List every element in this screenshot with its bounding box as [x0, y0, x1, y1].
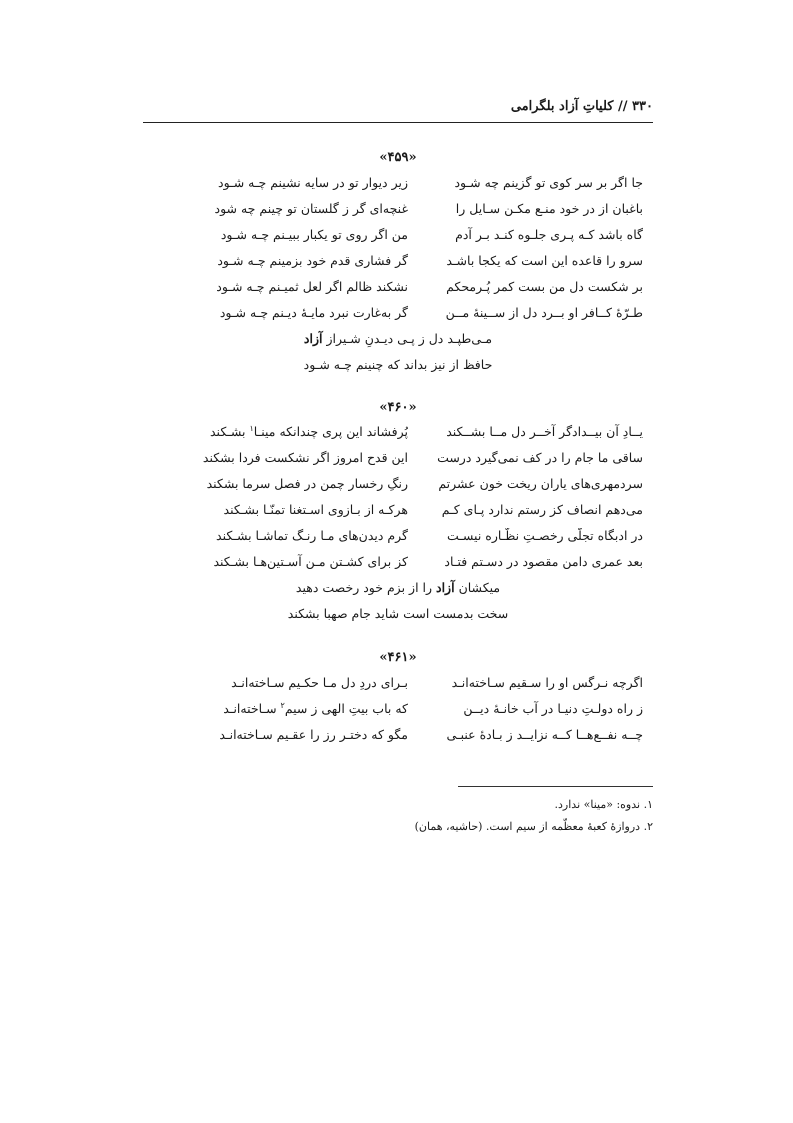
- hemistich-first: گاه باشد کـه پـری جلـوه کنـد بـر آدم: [455, 227, 643, 242]
- hemistich-text: که باب بیتِ الهی ز سیم: [284, 701, 408, 717]
- hemistich-second: مگو که دختـر رز را عقـیم سـاخته‌انـد: [219, 727, 408, 742]
- hemistich-first: طـرّهٔ کــافر او بــرد دل از ســینهٔ مــن: [445, 305, 643, 320]
- hemistich-first: چــه نفــع‌هــا کــه نزایــد ز بـادهٔ عنبـی: [446, 727, 643, 742]
- poem-number: «۴۶۱»: [379, 650, 417, 665]
- couplet: [143, 253, 653, 279]
- hemistich-text: سـاخته‌انـد: [223, 701, 281, 717]
- hemistich-second: غنچه‌ای گر ز گلستان تو چینم چه شود: [214, 201, 408, 216]
- couplet: [143, 279, 653, 305]
- hemistich-second: زیر دیوار تو در سایه نشینم چـه شـود: [218, 175, 408, 190]
- hemistich-first: اگرچه نـرگس او را سـقیم سـاخته‌انـد: [451, 675, 643, 690]
- hemistich-first: ز راه دولـتِ دنیـا در آب خانـهٔ دیــن: [463, 701, 643, 716]
- footnote-ref: ۲: [280, 701, 285, 710]
- pen-name: آزاد: [303, 331, 323, 346]
- couplet: [143, 175, 653, 201]
- couplet: [143, 227, 653, 253]
- hemistich-first: سردمهری‌های یاران ریخت خون عشرتم: [438, 476, 643, 491]
- hemistich-second: بـرای دردِ دل مـا حکـیم سـاخته‌انـد: [231, 675, 408, 690]
- footnote: ۲. دروازهٔ کعبهٔ معظّمه از سیم است. (حاشیه، همان): [414, 820, 653, 833]
- hemistich-second: گرم دیدن‌های مـا رنـگ تماشـا بشـکند: [216, 528, 408, 543]
- couplet: [143, 701, 653, 727]
- closing-line: [143, 580, 653, 595]
- header-separator: //: [613, 99, 633, 114]
- couplet: [143, 554, 653, 580]
- couplet: [143, 424, 653, 450]
- footnote-divider: [458, 786, 653, 787]
- closing-line: [143, 331, 653, 346]
- closing-text: میکشان: [458, 580, 501, 595]
- hemistich-first: جا اگر بر سر کوی تو گزینم چه شـود: [454, 175, 643, 190]
- running-header: [143, 99, 653, 121]
- hemistich-first: می‌دهم انصاف کز رستم ندارد پـای کـم: [441, 502, 643, 517]
- couplet: [143, 502, 653, 528]
- couplet: [143, 528, 653, 554]
- couplet: [143, 476, 653, 502]
- hemistich-second: کز برای کشـتن مـن آسـتین‌هـا بشـکند: [213, 554, 408, 569]
- hemistich-second: هرکـه از بـازوی اسـتغنا تمنّـا بشـکند: [223, 502, 408, 517]
- book-title: کلیاتِ آزاد بلگرامی: [510, 99, 614, 114]
- poem-number: «۴۶۰»: [379, 400, 417, 415]
- couplet: [143, 305, 653, 331]
- hemistich-first: بعد عمری دامن مقصود در دسـتم فتـاد: [444, 554, 643, 569]
- couplet: [143, 450, 653, 476]
- hemistich-first: یــادِ آن بیــدادگر آخــر دلِ مــا بشــکند: [446, 424, 643, 439]
- couplet: [143, 201, 653, 227]
- closing-line: حافظ از نیز بداند که چنینم چـه شـود: [303, 357, 493, 372]
- hemistich-second: رنگِ رخسار چمن در فصل سرما بشکند: [206, 476, 408, 491]
- closing-line: سخت بدمست است شاید جام صهبا بشکند: [287, 606, 509, 621]
- hemistich-first: سرو را قاعده این است که یکجا باشـد: [446, 253, 643, 268]
- hemistich-first: باغبان از درِ خود منـع مکـن سـایل را: [455, 201, 643, 216]
- closing-text: را از بزم خود رخصت دهید: [295, 580, 437, 595]
- hemistich-second: نشکند ظالم اگر لعل ثمیـنم چـه شـود: [216, 279, 408, 294]
- page-number: ۳۳۰: [632, 99, 653, 114]
- footnote-ref: ۱: [249, 424, 254, 433]
- closing-text: مـی‌طپـد دل ز پـی دیـدنِ شـیراز: [326, 331, 493, 346]
- hemistich-text: بشـکند: [209, 424, 250, 440]
- pen-name: آزاد: [436, 580, 455, 595]
- hemistich-first: ساقی ما جام را در کف نمی‌گیرد درست: [437, 450, 643, 465]
- hemistich-first: در ادبگاه تجلّی رخصـتِ نظّـاره نیسـت: [446, 528, 643, 543]
- couplet: [143, 727, 653, 753]
- hemistich-first: بر شکست دل من بست کمر پُـرمحکم: [446, 279, 643, 294]
- hemistich-second: این قدح امروز اگر نشکست فردا بشکند: [202, 450, 408, 465]
- hemistich-second: گر به‌غارت نبرد مایـهٔ دیـنم چـه شـود: [219, 305, 408, 320]
- hemistich-second: [158, 424, 408, 439]
- couplet: [143, 675, 653, 701]
- footnote: ۱. ندوه: «مینا» ندارد.: [554, 798, 653, 811]
- hemistich-text: پُرفشاند این پری چندانکه مینـا: [253, 424, 408, 440]
- hemistich-second: گر فشاری قدم خود بزمینم چـه شـود: [217, 253, 408, 268]
- hemistich-second: [158, 701, 408, 716]
- header-divider: [143, 122, 653, 123]
- hemistich-second: من اگر روی تو یکبار ببیـنم چـه شـود: [220, 227, 408, 242]
- poem-number: «۴۵۹»: [379, 150, 417, 165]
